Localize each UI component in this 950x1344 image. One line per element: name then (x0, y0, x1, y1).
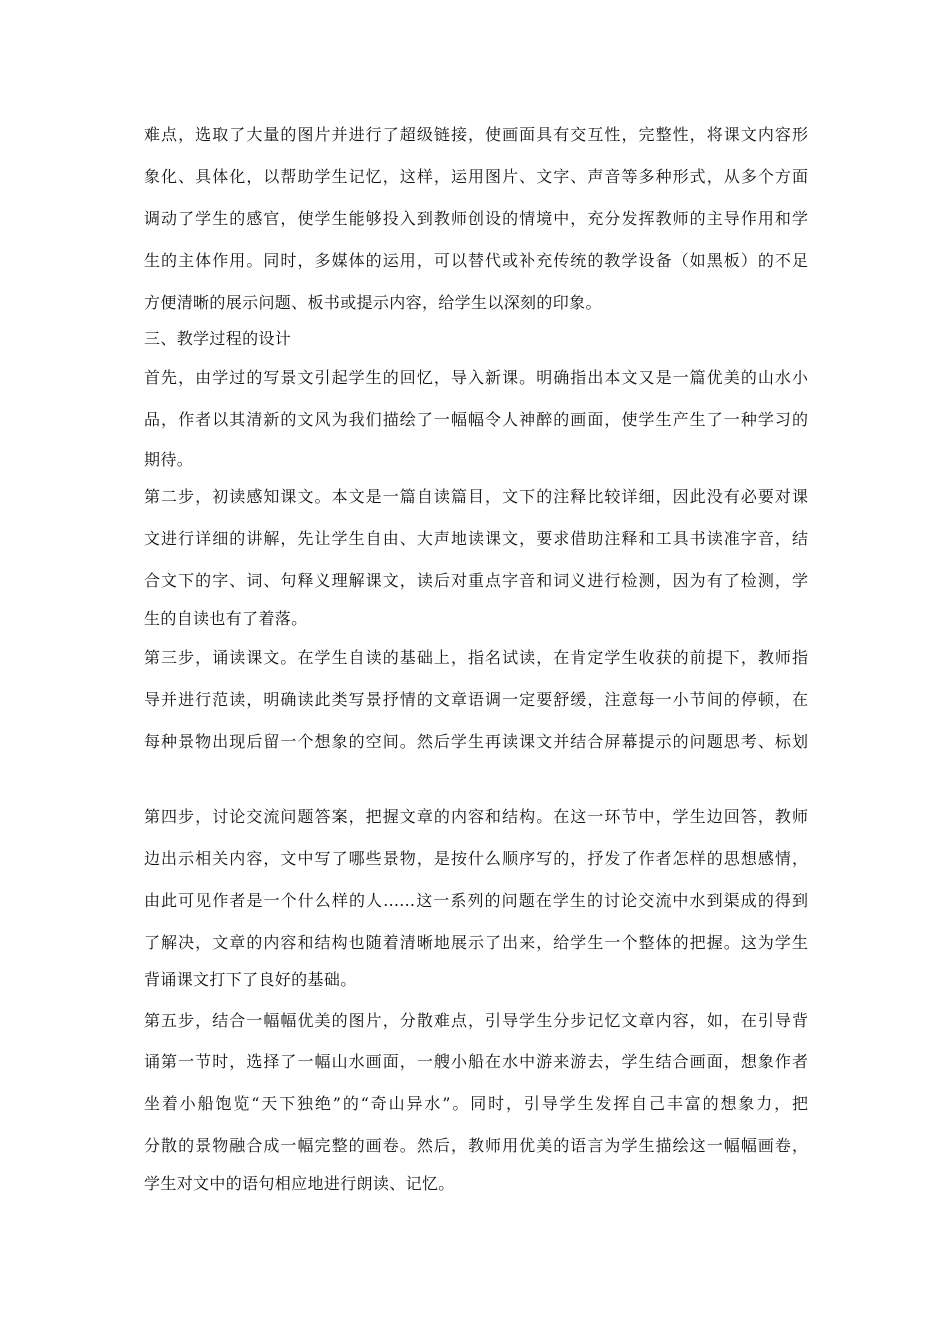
text-line: 由此可见作者是一个什么样的人……这一系列的问题在学生的讨论交流中水到渠成的得到 (144, 891, 808, 910)
text-line: 坐着小船饱览“天下独绝”的“奇山异水”。同时，引导学生发挥自己丰富的想象力，把 (144, 1094, 808, 1113)
text-line: 第二步，初读感知课文。本文是一篇自读篇目，文下的注释比较详细，因此没有必要对课 (144, 487, 808, 506)
text-line: 每种景物出现后留一个想象的空间。然后学生再读课文并结合屏幕提示的问题思考、标划 (144, 732, 808, 751)
text-line: 背诵课文打下了良好的基础。 (144, 970, 357, 989)
text-line: 第三步，诵读课文。在学生自读的基础上，指名试读，在肯定学生收获的前提下，教师指 (144, 648, 808, 667)
text-line: 调动了学生的感官，使学生能够投入到教师创设的情境中，充分发挥教师的主导作用和学 (144, 209, 808, 228)
text-line: 边出示相关内容，文中写了哪些景物，是按什么顺序写的，抒发了作者怎样的思想感情， (144, 849, 808, 868)
text-line: 生的主体作用。同时，多媒体的运用，可以替代或补充传统的教学设备（如黑板）的不足 (144, 251, 808, 270)
text-line: 诵第一节时，选择了一幅山水画面，一艘小船在水中游来游去，学生结合画面，想象作者 (144, 1052, 808, 1071)
text-line: 品，作者以其清新的文风为我们描绘了一幅幅令人神醉的画面，使学生产生了一种学习的 (144, 410, 808, 429)
text-line: 第五步，结合一幅幅优美的图片，分散难点，引导学生分步记忆文章内容，如，在引导背 (144, 1011, 808, 1030)
text-line: 难点，选取了大量的图片并进行了超级链接，使画面具有交互性，完整性，将课文内容形 (144, 125, 808, 144)
text-line: 方便清晰的展示问题、板书或提示内容，给学生以深刻的印象。 (144, 293, 602, 312)
text-line: 学生对文中的语句相应地进行朗读、记忆。 (144, 1174, 455, 1193)
text-line: 生的自读也有了着落。 (144, 609, 308, 628)
text-line: 文进行详细的讲解，先让学生自由、大声地读课文，要求借助注释和工具书读准字音，结 (144, 529, 808, 548)
text-line: 期待。 (144, 450, 194, 469)
section-heading: 三、教学过程的设计 (144, 329, 292, 348)
text-line: 首先，由学过的写景文引起学生的回忆，导入新课。明确指出本文又是一篇优美的山水小 (144, 368, 808, 387)
text-line: 第四步，讨论交流问题答案，把握文章的内容和结构。在这一环节中，学生边回答，教师 (144, 807, 808, 826)
text-line: 分散的景物融合成一幅完整的画卷。然后，教师用优美的语言为学生描绘这一幅幅画卷， (144, 1136, 808, 1155)
text-line: 导并进行范读，明确读此类写景抒情的文章语调一定要舒缓，注意每一小节间的停顿，在 (144, 690, 808, 709)
text-line: 了解决，文章的内容和结构也随着清晰地展示了出来，给学生一个整体的把握。这为学生 (144, 933, 808, 952)
text-line: 象化、具体化，以帮助学生记忆，这样，运用图片、文字、声音等多种形式，从多个方面 (144, 167, 808, 186)
text-line: 合文下的字、词、句释义理解课文，读后对重点字音和词义进行检测，因为有了检测，学 (144, 571, 808, 590)
